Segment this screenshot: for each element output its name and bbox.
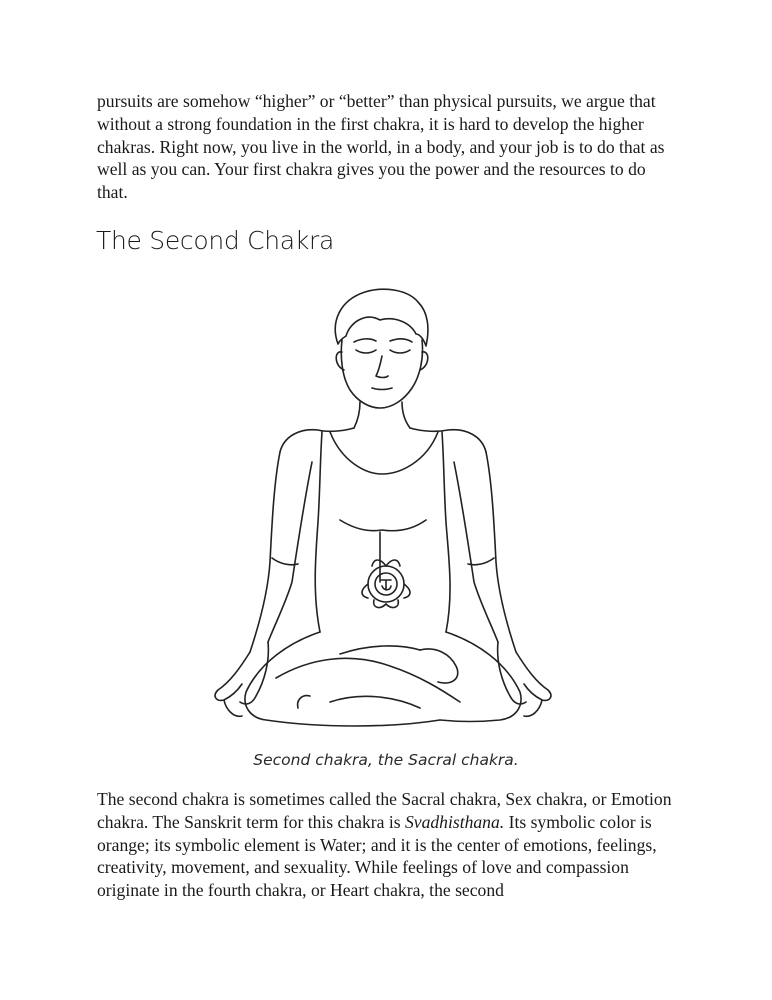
figure-caption: Second chakra, the Sacral chakra. (253, 751, 519, 769)
chakra-figure (180, 282, 590, 730)
body-paragraph-part1: The second chakra is sometimes called the Sacral chakra, Sex chakra, or Emotion chakra. The Sanskrit term for this chakra is (97, 789, 672, 832)
body-paragraph-part2: Its symbolic color is orange; its symbolic element is Water; and it is the center of emotions, feelings, creativity, movement, and sexuality. While feelings of love and compassion originate in the fourth chakra, or Heart chakra, the second (97, 811, 657, 901)
section-heading: The Second Chakra (96, 226, 334, 255)
sanskrit-term: Svadhisthana. (404, 811, 505, 832)
body-paragraph (97, 788, 677, 902)
seated-meditation-figure-icon (180, 282, 590, 730)
intro-paragraph: pursuits are somehow “higher” or “better” than physical pursuits, we argue that without a strong foundation in the first chakra, it is hard to develop the higher chakras. Right now, you live in the world, in a body, and your job is to do that as well as you can. Your first chakra gives you the power and the resources to do that. (97, 91, 665, 203)
sacral-chakra-lotus-icon (362, 560, 410, 607)
